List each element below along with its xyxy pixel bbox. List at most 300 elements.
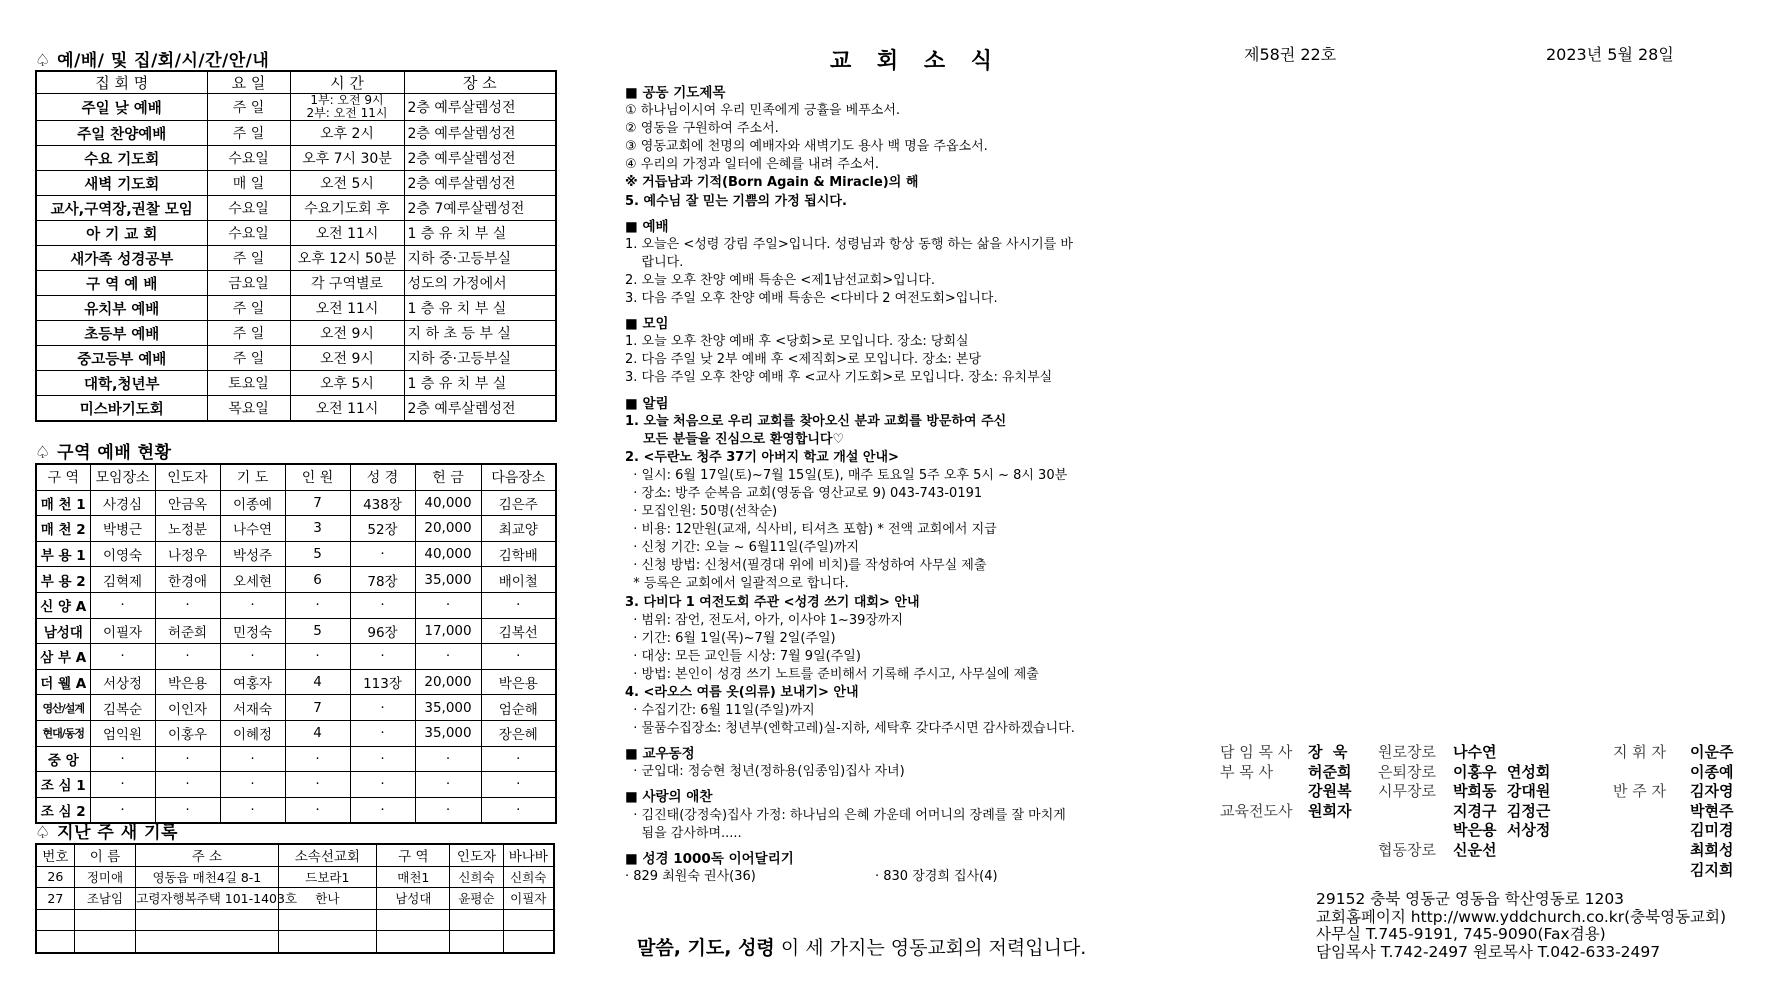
members-lines <box>625 763 1165 781</box>
meeting-day: 주 일 <box>207 296 290 321</box>
table-row <box>36 490 556 516</box>
barnabas <box>503 931 554 953</box>
name <box>74 909 136 931</box>
meeting-place: 박병근 <box>90 516 155 542</box>
district-name: 중 앙 <box>36 746 90 772</box>
staff-name: 이운주 <box>1690 743 1734 761</box>
next-place: 엄순해 <box>481 695 556 721</box>
offering: 20,000 <box>415 669 481 695</box>
district-name: 더 웰 A <box>36 669 90 695</box>
staff-role: 협동장로 <box>1378 841 1436 859</box>
table-row <box>36 541 556 567</box>
meeting-place: 서상정 <box>90 669 155 695</box>
meeting-day: 수요일 <box>207 221 290 246</box>
prayer: · <box>220 592 285 618</box>
meeting-day: 주 일 <box>207 246 290 271</box>
news-line: · 대상: 모든 교인들 시상: 7월 9일(주일) <box>625 648 861 664</box>
meeting-place: · <box>90 772 155 798</box>
meeting-place: 사경심 <box>90 490 155 516</box>
leader: 신희숙 <box>450 866 503 888</box>
table-row <box>36 171 556 196</box>
meeting-place: 지 하 초 등 부 실 <box>404 321 556 346</box>
homepage-line: 교회홈페이지 http://www.yddchurch.co.kr(충북영동교회) <box>1316 907 1727 926</box>
offering: · <box>415 797 481 823</box>
leader: · <box>155 644 220 670</box>
district: 매천1 <box>377 866 450 888</box>
leader: 한경애 <box>155 567 220 593</box>
attendance: · <box>285 592 350 618</box>
offering: 35,000 <box>415 567 481 593</box>
table-row <box>36 644 556 670</box>
church-news <box>625 81 1165 886</box>
meeting-place: 2층 예루살렘성전 <box>404 171 556 196</box>
love-heading: ■ 사랑의 애찬 <box>625 788 1165 806</box>
staff-role: 담 임 목 사 <box>1220 743 1293 761</box>
meeting-heading: ■ 모임 <box>625 315 1165 333</box>
newcomer-column-header: 이 름 <box>74 844 136 866</box>
meeting-time: 오전 11시 <box>290 221 404 246</box>
meeting-time: 오후 12시 50분 <box>290 246 404 271</box>
offering: · <box>415 772 481 798</box>
news-line: 됨을 감사하며..... <box>625 825 742 841</box>
table-row <box>36 296 556 321</box>
attendance: 3 <box>285 516 350 542</box>
news-line: ① 하나님이시여 우리 민족에게 긍휼을 베푸소서. <box>625 103 901 119</box>
district-body <box>36 490 556 823</box>
table-row <box>36 371 556 396</box>
news-line: · 물품수집장소: 청년부(엔학고레)실-지하, 세탁후 갖다주시면 감사하겠습니다. <box>625 721 1075 737</box>
next-place: 박은용 <box>481 669 556 695</box>
district-column-header: 헌 금 <box>415 464 481 490</box>
scripture: · <box>350 644 415 670</box>
attendance: 4 <box>285 720 350 746</box>
prayer: 여홍자 <box>220 669 285 695</box>
district-name: 신 양 A <box>36 592 90 618</box>
barnabas: 이필자 <box>503 888 554 910</box>
meeting-time: 오전 9시 <box>290 346 404 371</box>
next-place: 김은주 <box>481 490 556 516</box>
meeting-place: 성도의 가정에서 <box>404 271 556 296</box>
mission-group: 한나 <box>278 888 377 910</box>
district <box>377 931 450 953</box>
meeting-name: 교사,구역장,권찰 모임 <box>36 196 207 221</box>
district-name: 영산/설계 <box>36 695 90 721</box>
meeting-day: 금요일 <box>207 271 290 296</box>
staff-role: 교육전도사 <box>1220 801 1293 820</box>
news-line: · 김진태(강정숙)집사 가정: 하나님의 은혜 가운데 어머니의 장례를 잘 마치게 <box>625 807 1066 823</box>
newcomer-header-row <box>36 844 554 866</box>
staff-role: 원로장로 <box>1378 743 1436 761</box>
schedule-column-header: 장 소 <box>404 71 556 94</box>
worship-heading: ■ 예배 <box>625 218 1165 236</box>
meeting-name: 구 역 예 배 <box>36 271 207 296</box>
meeting-lines <box>625 333 1165 387</box>
staff-role: 지 휘 자 <box>1613 743 1667 761</box>
prayer: 이혜정 <box>220 720 285 746</box>
meeting-place: 2층 예루살렘성전 <box>404 94 556 121</box>
meeting-place: 1 층 유 치 부 실 <box>404 296 556 321</box>
district-column-header: 인도자 <box>155 464 220 490</box>
table-row <box>36 888 554 910</box>
number <box>36 931 74 953</box>
news-line: · 신청 기간: 오늘 ~ 6월11일(주일)까지 <box>625 540 859 556</box>
news-line: ③ 영동교회에 천명의 예배자와 새벽기도 용사 백 명을 주옵소서. <box>625 139 988 155</box>
motto-emphasis: 말씀, 기도, 성령 <box>637 937 775 959</box>
attendance: 7 <box>285 695 350 721</box>
staff-name: 원희자 <box>1308 801 1352 820</box>
next-place: · <box>481 592 556 618</box>
worship-lines <box>625 236 1165 308</box>
scripture: · <box>350 720 415 746</box>
meeting-place: 2층 예루살렘성전 <box>404 396 556 422</box>
office-phone-line: 사무실 T.745-9191, 745-9090(Fax겸용) <box>1316 925 1606 943</box>
meeting-place: 엄익원 <box>90 720 155 746</box>
news-line: ※ 거듭남과 기적(Born Again & Miracle)의 해 <box>625 175 919 191</box>
leader: 허준희 <box>155 618 220 644</box>
newcomer-column-header: 바나바 <box>503 844 554 866</box>
meeting-name: 아 기 교 회 <box>36 221 207 246</box>
news-line: · 범위: 잠언, 전도서, 아가, 이사야 1~39장까지 <box>625 612 904 628</box>
staff-name: 장 욱 <box>1308 743 1348 761</box>
scripture: 52장 <box>350 516 415 542</box>
district-name: 부 용 1 <box>36 541 90 567</box>
pastor-phone-line: 담임목사 T.742-2497 원로목사 T.042-633-2497 <box>1316 942 1661 961</box>
church-address <box>1316 891 1726 961</box>
staff-name: 신운선 <box>1453 841 1497 859</box>
mission-group: 드보라1 <box>278 866 377 888</box>
name <box>74 931 136 953</box>
news-line: · 기간: 6월 1일(목)~7월 2일(주일) <box>625 630 836 646</box>
mission-group <box>278 909 377 931</box>
staff-role: 부 목 사 <box>1220 762 1274 781</box>
address <box>136 931 278 953</box>
scripture: 78장 <box>350 567 415 593</box>
mission-group <box>278 931 377 953</box>
attendance: 5 <box>285 618 350 644</box>
district-column-header: 기 도 <box>220 464 285 490</box>
address: 영동읍 매천4길 8-1 <box>136 866 278 888</box>
love-lines <box>625 807 1165 843</box>
church-motto <box>637 933 1086 960</box>
issue-number: 제58권 22호 <box>1244 45 1337 64</box>
leader: 이인자 <box>155 695 220 721</box>
offering: · <box>415 746 481 772</box>
schedule-header-row <box>36 71 556 94</box>
newcomer-table <box>35 843 555 954</box>
attendance: · <box>285 797 350 823</box>
news-line: 1. 오늘은 <성령 강림 주일>입니다. 성령님과 항상 동행 하는 삶을 사시기를 바 <box>625 236 1073 252</box>
motto-text: 이 세 가지는 영동교회의 저력입니다. <box>774 937 1087 959</box>
attendance: 5 <box>285 541 350 567</box>
bible-heading: ■ 성경 1000독 이어달리기 <box>625 850 1165 868</box>
table-row <box>36 592 556 618</box>
table-row <box>36 246 556 271</box>
name: 정미애 <box>74 866 136 888</box>
scripture: 96장 <box>350 618 415 644</box>
meeting-day: 주 일 <box>207 94 290 121</box>
offering: 35,000 <box>415 720 481 746</box>
news-line: 2. 오늘 오후 찬양 예배 특송은 <제1남선교회>입니다. <box>625 272 935 288</box>
attendance: 7 <box>285 490 350 516</box>
schedule-column-header: 시 간 <box>290 71 404 94</box>
meeting-day: 주 일 <box>207 346 290 371</box>
scripture: · <box>350 592 415 618</box>
table-row <box>36 866 554 888</box>
staff-name: 김지희 <box>1690 860 1734 879</box>
table-row <box>36 396 556 422</box>
table-row <box>36 94 556 121</box>
leader <box>450 931 503 953</box>
news-line: * 등록은 교회에서 일괄적으로 합니다. <box>625 576 849 592</box>
meeting-time: 오전 5시 <box>290 171 404 196</box>
district-name: 현대/동정 <box>36 720 90 746</box>
meeting-day: 토요일 <box>207 371 290 396</box>
table-row <box>36 695 556 721</box>
table-row <box>36 516 556 542</box>
staff-role: 은퇴장로 <box>1378 762 1436 781</box>
news-line: 3. 다음 주일 오후 찬양 예배 후 <교사 기도회>로 모입니다. 장소: 유치부실 <box>625 370 1053 386</box>
staff-name: 나수연 <box>1453 743 1497 761</box>
news-line: 4. <라오스 여름 옷(의류) 보내기> 안내 <box>625 685 859 700</box>
news-line: ④ 우리의 가정과 일터에 은혜를 내려 주소서. <box>625 157 880 173</box>
news-line: · 군입대: 정승현 청년(정하용(임종임)집사 자녀) <box>625 764 905 780</box>
scripture: · <box>350 541 415 567</box>
newcomer-column-header: 인도자 <box>450 844 503 866</box>
scripture: 113장 <box>350 669 415 695</box>
attendance: · <box>285 644 350 670</box>
address-line: 29152 충북 영동군 영동읍 학산영동로 1203 <box>1316 890 1625 908</box>
meeting-name: 초등부 예배 <box>36 321 207 346</box>
staff-name: 지경구 김정근 <box>1453 801 1551 820</box>
table-row <box>36 669 556 695</box>
table-row <box>36 909 554 931</box>
meeting-day: 수요일 <box>207 146 290 171</box>
meeting-place: 김복순 <box>90 695 155 721</box>
next-place: 배이철 <box>481 567 556 593</box>
number: 27 <box>36 888 74 910</box>
staff-role: 시무장로 <box>1378 782 1436 801</box>
leader: · <box>155 746 220 772</box>
meeting-day: 주 일 <box>207 121 290 146</box>
meeting-place: · <box>90 592 155 618</box>
meeting-name: 중고등부 예배 <box>36 346 207 371</box>
district-header-row <box>36 464 556 490</box>
prayer: · <box>220 644 285 670</box>
name: 조남임 <box>74 888 136 910</box>
meeting-place: 지하 중·고등부실 <box>404 246 556 271</box>
meeting-time: 오전 11시 <box>290 396 404 422</box>
prayer: 서재숙 <box>220 695 285 721</box>
meeting-place: · <box>90 746 155 772</box>
meeting-name: 주일 찬양예배 <box>36 121 207 146</box>
address: 고령자행복주택 101-1403호 <box>136 888 278 910</box>
news-title: 교 회 소 식 <box>830 49 1001 74</box>
meeting-place: 2층 예루살렘성전 <box>404 121 556 146</box>
table-row <box>36 121 556 146</box>
offering: · <box>415 644 481 670</box>
prayer-heading: ■ 공동 기도제목 <box>625 84 1165 102</box>
offering: · <box>415 592 481 618</box>
attendance: 4 <box>285 669 350 695</box>
next-place: 최교양 <box>481 516 556 542</box>
notice-lines <box>625 413 1165 739</box>
bible-reading-item: · 829 최원숙 권사(36) <box>625 868 756 884</box>
meeting-time: 오후 7시 30분 <box>290 146 404 171</box>
scripture: · <box>350 695 415 721</box>
staff-name: 김자영 <box>1690 782 1734 801</box>
attendance: · <box>285 746 350 772</box>
staff-role: 반 주 자 <box>1613 782 1667 801</box>
news-line: 5. 예수님 잘 믿는 기쁨의 가정 됩시다. <box>625 193 847 209</box>
prayer: · <box>220 772 285 798</box>
district-column-header: 성 경 <box>350 464 415 490</box>
staff-name: 박현주 <box>1690 801 1734 820</box>
barnabas <box>503 909 554 931</box>
meeting-name: 새가족 성경공부 <box>36 246 207 271</box>
scripture: · <box>350 746 415 772</box>
prayer-lines <box>625 102 1165 211</box>
table-row <box>36 772 556 798</box>
district-name: 조 심 2 <box>36 797 90 823</box>
news-line: 모든 분들을 진심으로 환영합니다♡ <box>625 431 845 447</box>
staff-name: 박은용 서상정 <box>1453 821 1551 840</box>
offering: 40,000 <box>415 541 481 567</box>
meeting-day: 매 일 <box>207 171 290 196</box>
meeting-time: 각 구역별로 <box>290 271 404 296</box>
meeting-place: 2층 예루살렘성전 <box>404 146 556 171</box>
table-row <box>36 618 556 644</box>
newcomer-body <box>36 866 554 953</box>
leader: 윤평순 <box>450 888 503 910</box>
next-place: 장은혜 <box>481 720 556 746</box>
offering: 20,000 <box>415 516 481 542</box>
scripture: · <box>350 772 415 798</box>
offering: 40,000 <box>415 490 481 516</box>
leader: 나정우 <box>155 541 220 567</box>
barnabas: 신희숙 <box>503 866 554 888</box>
news-line: 랍니다. <box>625 254 684 270</box>
district-column-header: 인 원 <box>285 464 350 490</box>
staff-name: 강원복 <box>1308 782 1352 801</box>
prayer: · <box>220 746 285 772</box>
district: 남성대 <box>377 888 450 910</box>
number <box>36 909 74 931</box>
newcomer-section-title: ♤ 지난 주 새 기록 <box>35 823 178 843</box>
district-column-header: 모임장소 <box>90 464 155 490</box>
district-name: 매 천 1 <box>36 490 90 516</box>
offering: 35,000 <box>415 695 481 721</box>
table-row <box>36 346 556 371</box>
leader: 이홍우 <box>155 720 220 746</box>
prayer: · <box>220 797 285 823</box>
schedule-section-title: ♤ 예/배/ 및 집/회/시/간/안/내 <box>35 51 270 71</box>
meeting-place: 1 층 유 치 부 실 <box>404 221 556 246</box>
meeting-name: 수요 기도회 <box>36 146 207 171</box>
meeting-name: 대학,청년부 <box>36 371 207 396</box>
district-column-header: 다음장소 <box>481 464 556 490</box>
newcomer-column-header: 주 소 <box>136 844 278 866</box>
news-line: · 일시: 6월 17일(토)~7월 15일(토), 매주 토요일 5주 오후 5시 ~ 8시 30분 <box>625 467 1068 483</box>
staff-name: 이종예 <box>1690 762 1734 781</box>
address <box>136 909 278 931</box>
schedule-column-header: 집 회 명 <box>36 71 207 94</box>
attendance: 6 <box>285 567 350 593</box>
schedule-column-header: 요 일 <box>207 71 290 94</box>
prayer: 나수연 <box>220 516 285 542</box>
leader: 노정분 <box>155 516 220 542</box>
meeting-place: · <box>90 797 155 823</box>
meeting-place: 김혁제 <box>90 567 155 593</box>
table-row <box>36 931 554 953</box>
next-place: · <box>481 644 556 670</box>
table-row <box>36 746 556 772</box>
newcomer-column-header: 구 역 <box>377 844 450 866</box>
meeting-place: 이영숙 <box>90 541 155 567</box>
news-line: ② 영동을 구원하여 주소서. <box>625 121 779 137</box>
district-table <box>35 463 557 824</box>
news-line: 1. 오늘 오후 찬양 예배 후 <당회>로 모입니다. 장소: 당회실 <box>625 334 969 350</box>
news-line: 2. 다음 주일 낮 2부 예배 후 <제직회>로 모입니다. 장소: 본당 <box>625 352 982 368</box>
leader: · <box>155 797 220 823</box>
news-line: 3. 다비다 1 여전도회 주관 <성경 쓰기 대회> 안내 <box>625 594 920 610</box>
staff-name: 허준희 <box>1308 762 1352 781</box>
table-row <box>36 196 556 221</box>
notice-heading: ■ 알림 <box>625 395 1165 413</box>
number: 26 <box>36 866 74 888</box>
next-place: · <box>481 772 556 798</box>
meeting-name: 미스바기도회 <box>36 396 207 422</box>
members-heading: ■ 교우동정 <box>625 745 1165 763</box>
bible-reading-item: · 830 장경희 집사(4) <box>875 868 998 884</box>
meeting-day: 수요일 <box>207 196 290 221</box>
next-place: · <box>481 797 556 823</box>
meeting-time: 1부: 오전 9시 2부: 오전 11시 <box>290 94 404 121</box>
table-row <box>36 146 556 171</box>
meeting-time: 오후 5시 <box>290 371 404 396</box>
scripture: 438장 <box>350 490 415 516</box>
meeting-day: 주 일 <box>207 321 290 346</box>
news-line: · 방법: 본인이 성경 쓰기 노트를 준비해서 기록해 주시고, 사무실에 제출 <box>625 666 1039 682</box>
district-name: 매 천 2 <box>36 516 90 542</box>
leader: 박은용 <box>155 669 220 695</box>
meeting-name: 유치부 예배 <box>36 296 207 321</box>
district-section-title: ♤ 구역 예배 현황 <box>35 443 172 463</box>
prayer: 박성주 <box>220 541 285 567</box>
newcomer-column-header: 소속선교회 <box>278 844 377 866</box>
schedule-table <box>35 70 557 422</box>
meeting-time: 오후 2시 <box>290 121 404 146</box>
news-line: 3. 다음 주일 오후 찬양 예배 특송은 <다비다 2 여전도회>입니다. <box>625 291 998 307</box>
bible-reading-list <box>625 868 1165 886</box>
meeting-place: 1 층 유 치 부 실 <box>404 371 556 396</box>
district <box>377 909 450 931</box>
news-line: · 장소: 방주 순복음 교회(영동읍 영산교로 9) 043-743-0191 <box>625 485 983 501</box>
district-name: 부 용 2 <box>36 567 90 593</box>
staff-name: 이홍우 연성회 <box>1453 762 1551 781</box>
meeting-place: · <box>90 644 155 670</box>
table-row <box>36 720 556 746</box>
staff-name: 최희성 <box>1690 841 1734 859</box>
table-row <box>36 567 556 593</box>
news-line: 2. <두란노 청주 37기 아버지 학교 개설 안내> <box>625 449 899 465</box>
table-row <box>36 221 556 246</box>
district-name: 남성대 <box>36 618 90 644</box>
offering: 17,000 <box>415 618 481 644</box>
table-row <box>36 271 556 296</box>
issue-date: 2023년 5월 28일 <box>1546 45 1674 64</box>
news-line: · 비용: 12만원(교재, 식사비, 티셔츠 포함) * 전액 교회에서 지급 <box>625 522 997 538</box>
scripture: · <box>350 797 415 823</box>
